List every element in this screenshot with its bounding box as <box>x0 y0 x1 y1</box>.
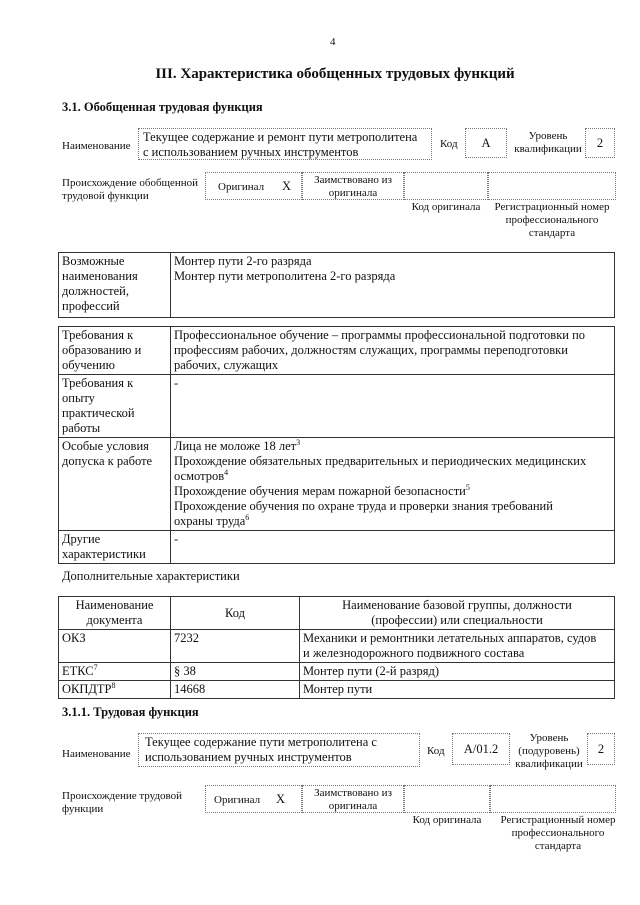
row-name-line-1: Механики и ремонтники летательных аппаратов, судов <box>303 631 597 645</box>
experience-label <box>59 375 171 438</box>
edu-line-2: профессиям рабочих, должностям служащих, программы переподготовки <box>174 343 568 357</box>
spec-item-4b <box>174 514 611 529</box>
table-row <box>59 438 615 531</box>
table-row <box>59 597 615 630</box>
additional-heading: Дополнительные характеристики <box>62 569 240 583</box>
header-doc-1: Наименование <box>75 598 154 612</box>
header-code: Код <box>171 597 300 630</box>
tf-level-label-2: (подуровень) <box>518 745 580 757</box>
spec-text-3: Прохождение обучения мерам пожарной безопасности <box>174 484 466 498</box>
gtf-reg-3: стандарта <box>528 227 576 239</box>
page-number: 4 <box>330 36 336 48</box>
exp-label-2: опыту <box>62 391 95 405</box>
positions-table <box>58 252 615 318</box>
gtf-reg-label <box>488 201 616 240</box>
gtf-original-label: Оригинал <box>218 181 265 193</box>
gtf-code-label: Код <box>440 138 458 150</box>
tf-reg-label <box>490 814 626 853</box>
spec-item-1 <box>174 439 611 454</box>
requirements-table <box>58 326 615 564</box>
other-value: - <box>171 531 615 564</box>
row-code: § 38 <box>171 663 300 681</box>
table-row <box>59 630 615 663</box>
tf-borrowed-cell <box>302 785 404 813</box>
row-name: Монтер пути (2-й разряд) <box>300 663 615 681</box>
gtf-borrowed-1: Заимствовано из <box>314 174 392 186</box>
section-title: III. Характеристика обобщенных трудовых функций <box>155 66 515 82</box>
row-code: 14668 <box>171 681 300 699</box>
tf-reg-2: профессионального <box>511 827 605 839</box>
footnote-ref: 3 <box>296 437 301 447</box>
gtf-origin-label-2: трудовой функции <box>62 190 149 202</box>
row-code: 7232 <box>171 630 300 663</box>
tf-level-label-1: Уровень <box>529 732 569 744</box>
gtf-reg-number-cell <box>488 172 616 200</box>
gtf-name-line1: Текущее содержание и ремонт пути метрополитена <box>143 130 418 144</box>
tf-name-line2: использованием ручных инструментов <box>145 750 352 764</box>
tf-borrowed-2: оригинала <box>328 800 378 812</box>
positions-label-2: наименования <box>62 269 138 283</box>
gtf-code-value: A <box>465 128 507 158</box>
positions-label <box>59 253 171 318</box>
experience-value: - <box>171 375 615 438</box>
tf-reg-1: Регистрационный номер <box>500 814 616 826</box>
tf-level-value: 2 <box>587 733 615 765</box>
tf-code-label: Код <box>427 745 445 757</box>
positions-label-3: должностей, <box>62 284 129 298</box>
row-name: Монтер пути <box>300 681 615 699</box>
header-doc <box>59 597 171 630</box>
other-label-2: характеристики <box>62 547 146 561</box>
tf-borrowed-1: Заимствовано из <box>314 787 392 799</box>
gtf-original-mark: X <box>282 179 292 193</box>
gtf-origin-label <box>62 177 198 203</box>
position-value-2: Монтер пути метрополитена 2-го разряда <box>174 269 396 283</box>
row-doc-text: ЕТКС <box>62 664 94 678</box>
positions-values <box>171 253 615 318</box>
gtf-name-label: Наименование <box>62 140 131 152</box>
gtf-name-box <box>138 128 432 160</box>
tf-level-label <box>512 732 586 771</box>
gtf-code-original-cell <box>404 172 488 200</box>
row-doc-text: ОКПДТР <box>62 682 112 696</box>
tf-original-label: Оригинал <box>214 794 261 806</box>
tf-original-mark: X <box>276 792 286 806</box>
tf-level-label-3: квалификации <box>515 758 583 770</box>
spec-text-1: Лица не моложе 18 лет <box>174 439 297 453</box>
tf-code-original-label: Код оригинала <box>412 814 482 826</box>
table-row <box>59 375 615 438</box>
spec-text-4a: Прохождение обучения по охране труда и проверки знания требований <box>174 499 553 513</box>
tf-origin-label-1: Происхождение трудовой <box>62 790 183 802</box>
tf-origin-label-2: функции <box>62 803 104 815</box>
gtf-level-value: 2 <box>585 128 615 158</box>
edu-label-2: образованию и <box>62 343 142 357</box>
exp-label-3: практической <box>62 406 135 420</box>
header-name-2: (профессии) или специальности <box>371 613 543 627</box>
tf-name-box <box>138 733 420 767</box>
spec-label-2: допуска к работе <box>62 454 153 468</box>
gtf-level-label-2: квалификации <box>514 143 582 155</box>
exp-label-4: работы <box>62 421 101 435</box>
row-doc <box>59 681 171 699</box>
other-label-1: Другие <box>62 532 101 546</box>
row-name-line-2: и железнодорожного подвижного состава <box>303 646 525 660</box>
gtf-reg-2: профессионального <box>505 214 599 226</box>
edu-line-3: рабочих, служащих <box>174 358 279 372</box>
header-doc-2: документа <box>86 613 143 627</box>
table-row <box>59 253 615 318</box>
position-value-1: Монтер пути 2-го разряда <box>174 254 312 268</box>
footnote-ref: 4 <box>224 467 229 477</box>
table-row <box>59 681 615 699</box>
other-label <box>59 531 171 564</box>
spec-text-2b: осмотров <box>174 469 225 483</box>
row-doc <box>59 663 171 681</box>
tf-code-value: A/01.2 <box>452 733 510 765</box>
footnote-ref: 8 <box>111 680 116 690</box>
header-name <box>300 597 615 630</box>
special-conditions-value <box>171 438 615 531</box>
gtf-borrowed-2: оригинала <box>328 187 378 199</box>
edu-label-3: обучению <box>62 358 115 372</box>
tf-name-line1: Текущее содержание пути метрополитена с <box>145 735 377 749</box>
gtf-level-label-1: Уровень <box>528 130 568 142</box>
header-name-1: Наименование базовой группы, должности <box>342 598 572 612</box>
exp-label-1: Требования к <box>62 376 134 390</box>
table-row <box>59 663 615 681</box>
tf-heading: 3.1.1. Трудовая функция <box>62 705 199 719</box>
tf-code-original-cell <box>404 785 490 813</box>
tf-reg-number-cell <box>490 785 616 813</box>
spec-text-4b: охраны труда <box>174 514 246 528</box>
row-name <box>300 630 615 663</box>
gtf-level-label <box>512 130 584 156</box>
spec-text-2a: Прохождение обязательных предварительных и периодических медицинских <box>174 454 587 468</box>
spec-item-2b <box>174 469 611 484</box>
footnote-ref: 7 <box>93 662 98 672</box>
positions-label-4: профессий <box>62 299 120 313</box>
tf-origin-label <box>62 790 182 816</box>
additional-table <box>58 596 615 699</box>
gtf-origin-label-1: Происхождение обобщенной <box>62 177 199 189</box>
row-doc: ОКЗ <box>59 630 171 663</box>
table-row <box>59 327 615 375</box>
special-conditions-label <box>59 438 171 531</box>
tf-reg-3: стандарта <box>534 840 582 852</box>
education-value <box>171 327 615 375</box>
gtf-code-original-label: Код оригинала <box>411 201 481 213</box>
footnote-ref: 5 <box>465 482 470 492</box>
positions-label-1: Возможные <box>62 254 125 268</box>
spec-item-3 <box>174 484 611 499</box>
education-label <box>59 327 171 375</box>
tf-name-label: Наименование <box>62 748 131 760</box>
edu-line-1: Профессиональное обучение – программы профессиональной подготовки по <box>174 328 586 342</box>
gtf-reg-1: Регистрационный номер <box>494 201 610 213</box>
gtf-name-line2: с использованием ручных инструментов <box>143 145 359 159</box>
gtf-borrowed-cell <box>302 172 404 200</box>
edu-label-1: Требования к <box>62 328 134 342</box>
spec-label-1: Особые условия <box>62 439 149 453</box>
footnote-ref: 6 <box>245 512 250 522</box>
table-row <box>59 531 615 564</box>
gtf-heading: 3.1. Обобщенная трудовая функция <box>62 100 263 114</box>
